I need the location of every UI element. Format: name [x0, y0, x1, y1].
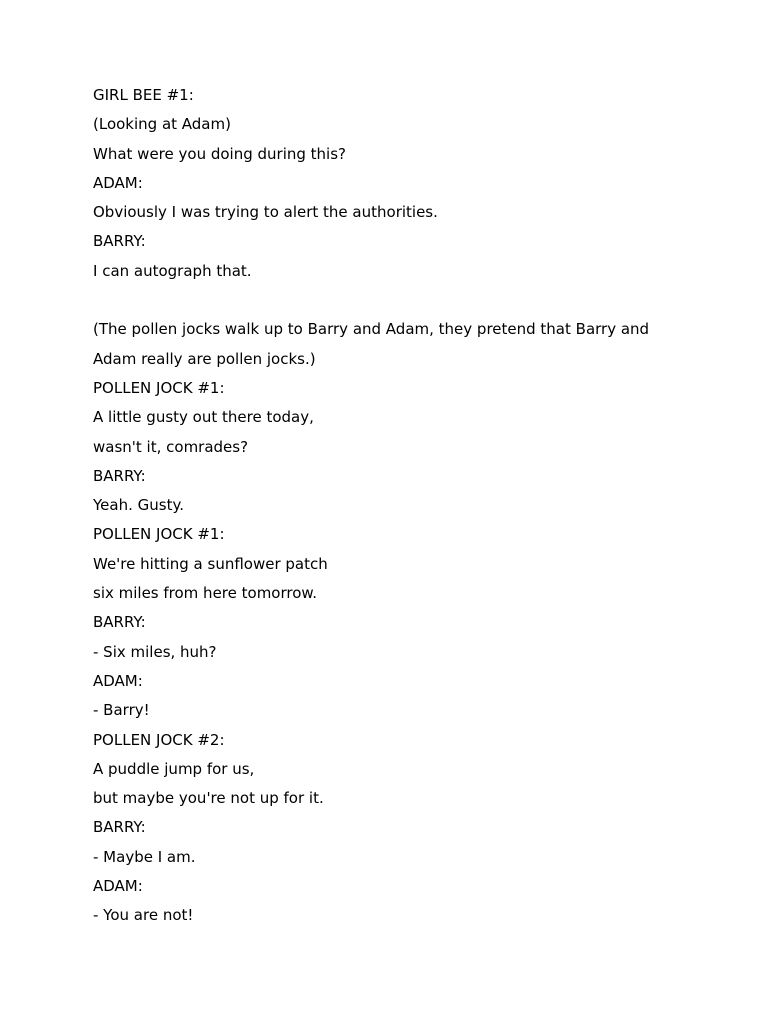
dialogue-line: What were you doing during this?	[93, 144, 346, 163]
dialogue-line: - You are not!	[93, 906, 194, 925]
stage-direction: Adam really are pollen jocks.)	[93, 349, 316, 368]
speaker-name: BARRY:	[93, 232, 146, 251]
dialogue-line: A puddle jump for us,	[93, 759, 255, 778]
dialogue-line: wasn't it, comrades?	[93, 437, 249, 456]
dialogue-line: I can autograph that.	[93, 261, 252, 280]
dialogue-line: A little gusty out there today,	[93, 408, 314, 427]
speaker-name: BARRY:	[93, 613, 146, 632]
speaker-name: ADAM:	[93, 877, 143, 896]
stage-direction: (Looking at Adam)	[93, 115, 231, 134]
dialogue-line: - Six miles, huh?	[93, 642, 217, 661]
stage-direction: (The pollen jocks walk up to Barry and Adam, they pretend that Barry and	[93, 320, 650, 339]
speaker-name: ADAM:	[93, 173, 143, 192]
blank-line	[93, 286, 733, 315]
dialogue-line: Obviously I was trying to alert the authorities.	[93, 203, 438, 222]
speaker-name: POLLEN JOCK #2:	[93, 730, 225, 749]
dialogue-line: - Maybe I am.	[93, 847, 196, 866]
speaker-name: BARRY:	[93, 466, 146, 485]
dialogue-line: Yeah. Gusty.	[93, 496, 184, 515]
dialogue-line: - Barry!	[93, 701, 150, 720]
dialogue-line: but maybe you're not up for it.	[93, 789, 324, 808]
speaker-name: POLLEN JOCK #1:	[93, 525, 225, 544]
speaker-name: GIRL BEE #1:	[93, 86, 194, 104]
speaker-name: POLLEN JOCK #1:	[93, 378, 225, 397]
dialogue-line: six miles from here tomorrow.	[93, 584, 318, 603]
dialogue-line: We're hitting a sunflower patch	[93, 554, 328, 573]
speaker-name: ADAM:	[93, 671, 143, 690]
script-page	[93, 81, 733, 931]
speaker-name: BARRY:	[93, 818, 146, 837]
